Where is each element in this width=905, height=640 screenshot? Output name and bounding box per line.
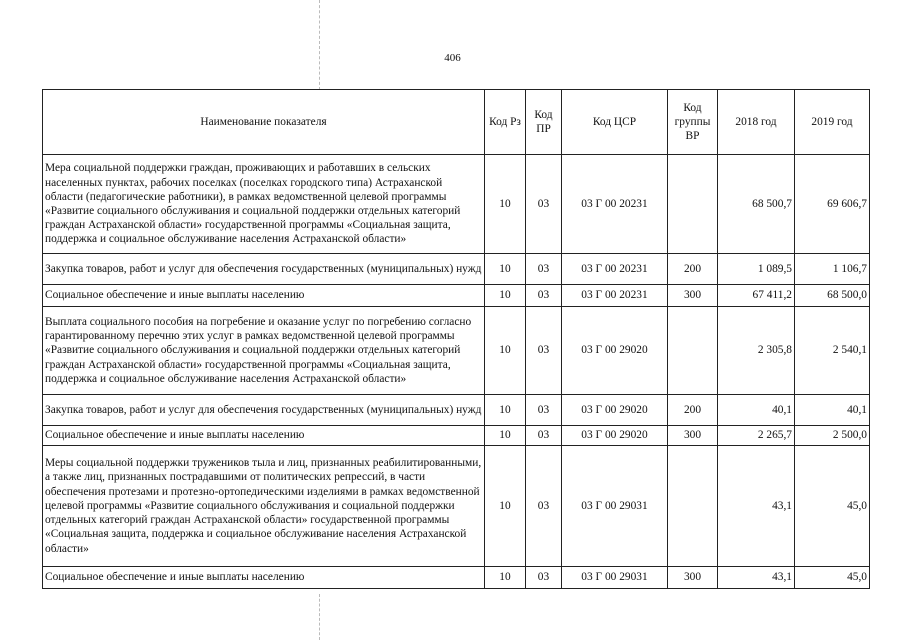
row-rz: 10: [485, 567, 526, 589]
row-2019: 2 540,1: [795, 307, 870, 395]
budget-table: [42, 89, 870, 589]
row-vr: 300: [668, 567, 718, 589]
table-row: [43, 426, 870, 446]
row-vr: 200: [668, 254, 718, 285]
column-header-vr: Код группы ВР: [668, 90, 718, 155]
row-csr: 03 Г 00 20231: [562, 254, 668, 285]
row-2018: 67 411,2: [718, 285, 795, 307]
row-csr: 03 Г 00 29020: [562, 395, 668, 426]
row-2019: 40,1: [795, 395, 870, 426]
table-header-row: [43, 90, 870, 155]
row-csr: 03 Г 00 29020: [562, 307, 668, 395]
row-vr: [668, 307, 718, 395]
row-name: Закупка товаров, работ и услуг для обеспечения государственных (муниципальных) нужд: [43, 395, 485, 426]
row-2019: 2 500,0: [795, 426, 870, 446]
row-csr: 03 Г 00 20231: [562, 285, 668, 307]
row-csr: 03 Г 00 29020: [562, 426, 668, 446]
row-2019: 1 106,7: [795, 254, 870, 285]
row-pr: 03: [526, 307, 562, 395]
row-vr: 300: [668, 285, 718, 307]
row-vr: 200: [668, 395, 718, 426]
row-2018: 2 265,7: [718, 426, 795, 446]
row-name: Закупка товаров, работ и услуг для обеспечения государственных (муниципальных) нужд: [43, 254, 485, 285]
row-name: Социальное обеспечение и иные выплаты населению: [43, 285, 485, 307]
table-row: [43, 285, 870, 307]
row-rz: 10: [485, 426, 526, 446]
row-pr: 03: [526, 567, 562, 589]
row-2018: 68 500,7: [718, 155, 795, 254]
row-2018: 2 305,8: [718, 307, 795, 395]
row-pr: 03: [526, 155, 562, 254]
row-vr: 300: [668, 426, 718, 446]
fold-line-bottom: [319, 594, 320, 640]
table-row: [43, 254, 870, 285]
page-number: 406: [444, 52, 461, 64]
row-rz: 10: [485, 395, 526, 426]
row-csr: 03 Г 00 20231: [562, 155, 668, 254]
row-2019: 69 606,7: [795, 155, 870, 254]
row-csr: 03 Г 00 29031: [562, 567, 668, 589]
table-row: [43, 395, 870, 426]
row-pr: 03: [526, 426, 562, 446]
column-header-pr: Код ПР: [526, 90, 562, 155]
table-row: [43, 567, 870, 589]
row-name: Выплата социального пособия на погребение и оказание услуг по погребению согласно гарантированному перечню этих услуг в рамках ведомственной целевой программы «Развитие социального обслуживания и социальной поддержки отдельных категорий граждан Астраханской области» государственной программы «Социальная защита, поддержка и социальное обслуживание населения Астраханской области»: [43, 307, 485, 395]
row-2019: 68 500,0: [795, 285, 870, 307]
column-header-name: Наименование показателя: [43, 90, 485, 155]
row-2019: 45,0: [795, 567, 870, 589]
row-name: Меры социальной поддержки тружеников тыла и лиц, признанных реабилитированными, а также лиц, признанных пострадавшими от политических репрессий, в части обеспечения протезами и протезно-ортопедическими изделиями в рамках ведомственной целевой программы «Развитие социального обслуживания и социальной поддержки отдельных категорий граждан Астраханской области» государственной программы «Социальная защита, поддержка и социальное обслуживание населения Астраханской области»: [43, 446, 485, 567]
row-csr: 03 Г 00 29031: [562, 446, 668, 567]
row-name: Социальное обеспечение и иные выплаты населению: [43, 426, 485, 446]
row-2019: 45,0: [795, 446, 870, 567]
table-row: [43, 307, 870, 395]
row-pr: 03: [526, 395, 562, 426]
row-name: Социальное обеспечение и иные выплаты населению: [43, 567, 485, 589]
row-vr: [668, 446, 718, 567]
row-pr: 03: [526, 285, 562, 307]
row-rz: 10: [485, 155, 526, 254]
row-2018: 43,1: [718, 567, 795, 589]
row-rz: 10: [485, 446, 526, 567]
fold-line-top: [319, 0, 320, 90]
row-pr: 03: [526, 254, 562, 285]
row-vr: [668, 155, 718, 254]
table-row: [43, 446, 870, 567]
row-2018: 1 089,5: [718, 254, 795, 285]
row-2018: 43,1: [718, 446, 795, 567]
column-header-2019: 2019 год: [795, 90, 870, 155]
table-row: [43, 155, 870, 254]
row-2018: 40,1: [718, 395, 795, 426]
column-header-rz: Код Рз: [485, 90, 526, 155]
row-rz: 10: [485, 254, 526, 285]
row-name: Мера социальной поддержки граждан, проживающих и работавших в сельских населенных пунктах, рабочих поселках (поселках городского типа) Астраханской области (педагогические работники), в рамках ведомственной целевой программы «Развитие социального обслуживания и социальной поддержки отдельных категорий граждан Астраханской области» государственной программы «Социальная защита, поддержка и социальное обслуживание населения Астраханской области»: [43, 155, 485, 254]
column-header-csr: Код ЦСР: [562, 90, 668, 155]
row-rz: 10: [485, 307, 526, 395]
row-rz: 10: [485, 285, 526, 307]
column-header-2018: 2018 год: [718, 90, 795, 155]
row-pr: 03: [526, 446, 562, 567]
